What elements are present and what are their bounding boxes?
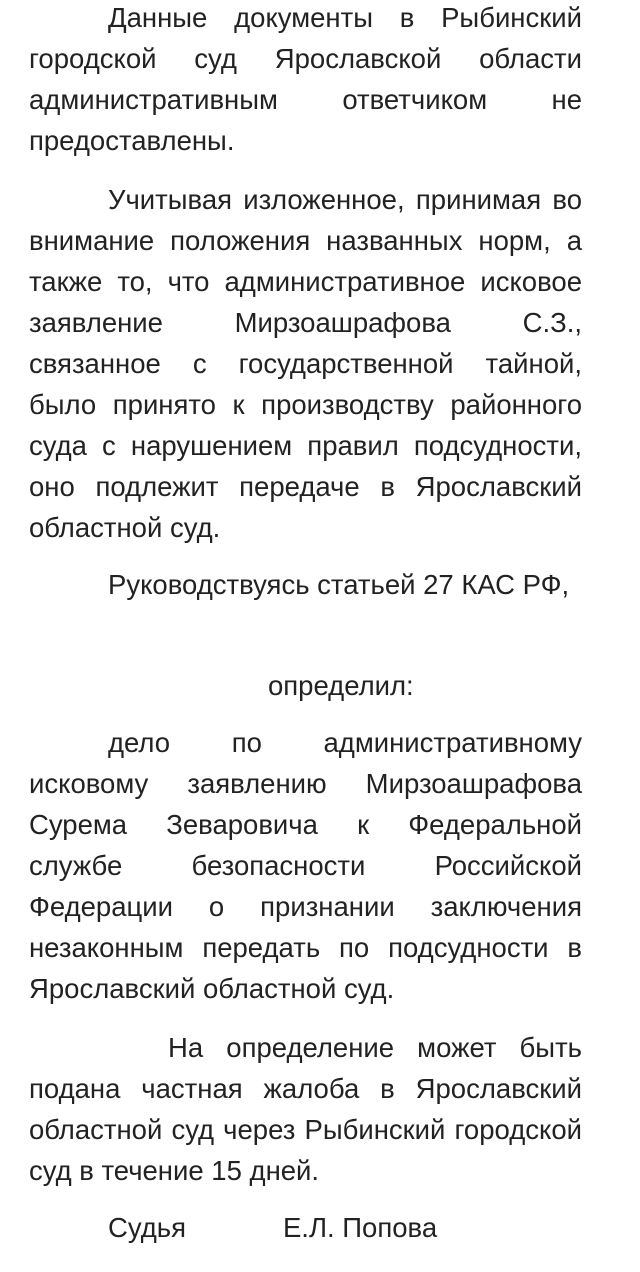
paragraph-reasoning: Учитывая изложенное, принимая во внимание положения названных норм, а также то, что административное исковое заявление Мирзоашрафова С.З., связанное с государственной тайной, было принято к производству районного суда с нарушением правил подсудности, оно подлежит передаче в Ярославский областной суд. — [29, 184, 582, 543]
paragraph-documents-not-provided: Данные документы в Рыбинский городской суд Ярославской области административным ответчиком не предоставлены. — [29, 2, 582, 156]
judge-title: Судья — [108, 1212, 186, 1243]
ruling-heading: определил: — [268, 670, 414, 701]
paragraph-legal-basis: Руководствуясь статьей 27 КАС РФ, — [108, 569, 570, 600]
paragraph-appeal: На определение может быть подана частная жалоба в Ярославский областной суд через Рыбинский городской суд в течение 15 дней. — [29, 1032, 582, 1186]
judge-name: Е.Л. Попова — [282, 1212, 438, 1243]
signature-block — [108, 1207, 437, 1248]
paragraph-ruling: дело по административному исковому заявлению Мирзоашрафова Сурема Зеваровича к Федеральной службе безопасности Российской Федерации о признании заключения незаконным передать по подсудности в Ярославский областной суд. — [29, 727, 582, 1004]
